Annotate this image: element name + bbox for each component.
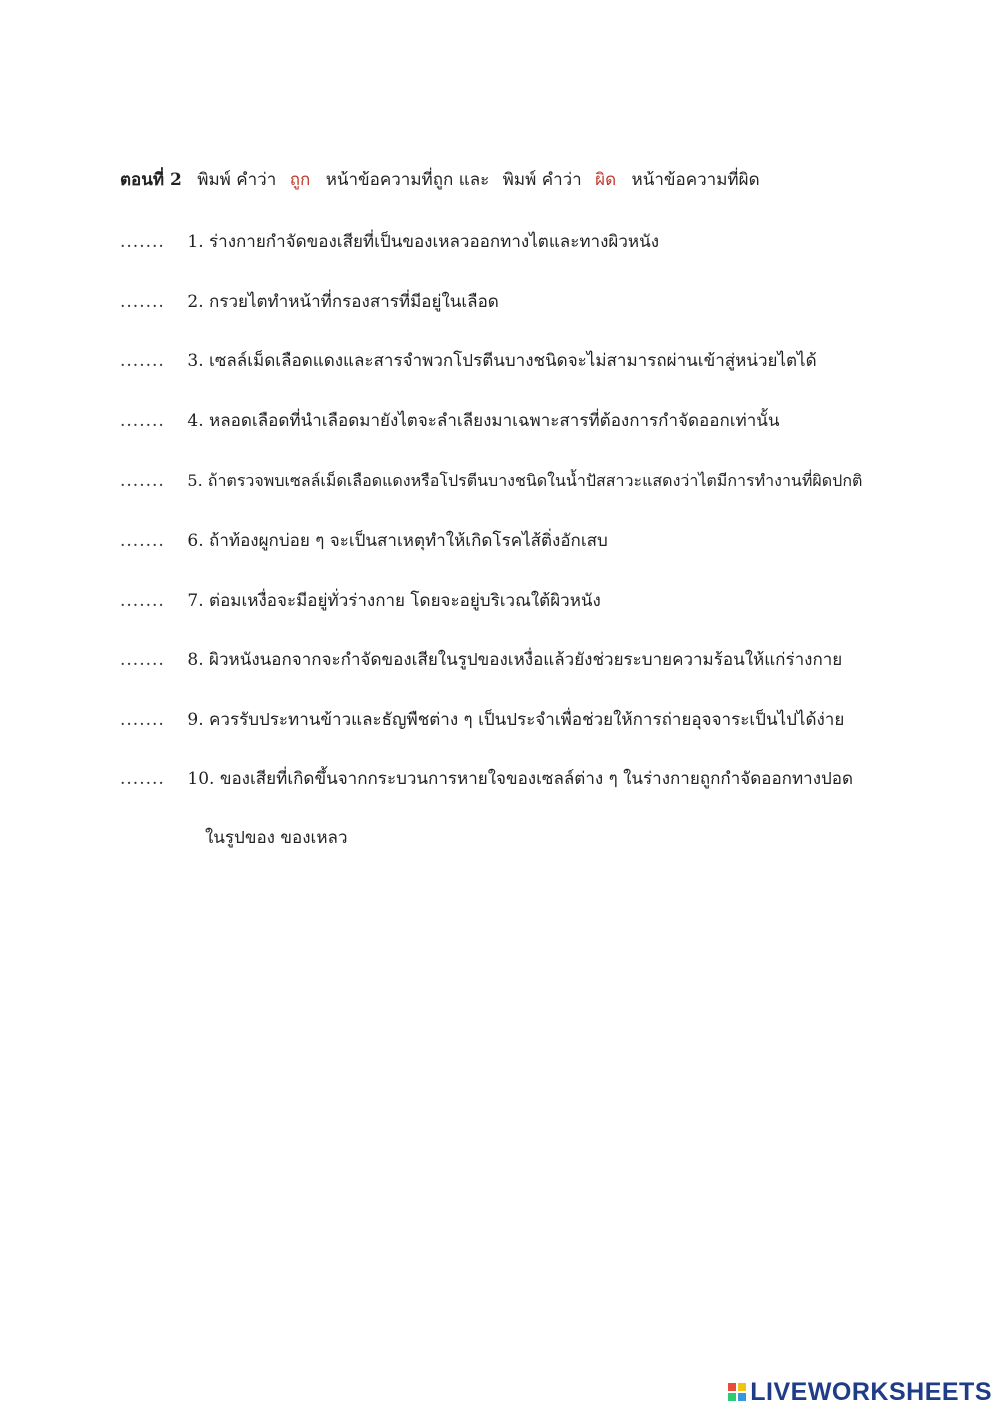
instruction-text-4: หน้าข้อความที่ผิด	[631, 170, 760, 190]
instruction-text-2: หน้าข้อความที่ถูก และ	[325, 170, 490, 190]
question-text-5: 5. ถ้าตรวจพบเซลล์เม็ดเลือดแดงหรือโปรตีนบางชนิดในน้ำปัสสาวะแสดงว่าไตมีการทำงานที่ผิดปกติ	[187, 471, 863, 490]
answer-blank-7[interactable]: .......	[120, 591, 165, 611]
instruction-text-1: พิมพ์ คำว่า	[197, 170, 277, 190]
logo-wordmark: LIVEWORKSHEETS	[750, 1377, 992, 1406]
answer-blank-1[interactable]: .......	[120, 232, 165, 252]
logo-square-yellow	[738, 1383, 746, 1391]
logo-square-blue	[738, 1393, 746, 1401]
question-10-continuation: ในรูปของ ของเหลว	[205, 828, 348, 848]
answer-blank-6[interactable]: .......	[120, 531, 165, 551]
question-text-7: 7. ต่อมเหงื่อจะมีอยู่ทั่วร่างกาย โดยจะอยู่บริเวณใต้ผิวหนัง	[187, 591, 601, 611]
answer-blank-3[interactable]: .......	[120, 351, 165, 371]
answer-blank-8[interactable]: .......	[120, 650, 165, 670]
answer-blank-5[interactable]: .......	[120, 471, 165, 491]
question-5	[120, 469, 862, 493]
question-3	[120, 349, 817, 373]
logo-square-red	[728, 1383, 736, 1391]
answer-blank-4[interactable]: .......	[120, 411, 165, 431]
question-text-8: 8. ผิวหนังนอกจากจะกำจัดของเสียในรูปของเหงื่อแล้วยังช่วยระบายความร้อนให้แก่ร่างกาย	[187, 650, 843, 670]
question-text-2: 2. กรวยไตทำหน้าที่กรองสารที่มีอยู่ในเลือด	[187, 292, 499, 312]
question-text-6: 6. ถ้าท้องผูกบ่อย ๆ จะเป็นสาเหตุทำให้เกิดโรคไส้ติ่งอักเสบ	[187, 531, 608, 551]
liveworksheets-logo	[728, 1377, 992, 1407]
question-1	[120, 230, 659, 254]
question-text-1: 1. ร่างกายกำจัดของเสียที่เป็นของเหลวออกทางไตและทางผิวหนัง	[187, 232, 660, 252]
question-text-4: 4. หลอดเลือดที่นำเลือดมายังไตจะลำเลียงมาเฉพาะสารที่ต้องการกำจัดออกเท่านั้น	[187, 411, 780, 431]
question-7	[120, 589, 601, 613]
question-2	[120, 290, 499, 314]
question-text-9: 9. ควรรับประทานข้าวและธัญพืชต่าง ๆ เป็นประจำเพื่อช่วยให้การถ่ายอุจจาระเป็นไปได้ง่าย	[187, 710, 845, 730]
question-8	[120, 648, 842, 672]
question-9	[120, 708, 844, 732]
answer-blank-2[interactable]: .......	[120, 292, 165, 312]
instruction-text-3: พิมพ์ คำว่า	[502, 170, 582, 190]
question-6	[120, 529, 608, 553]
question-text-3: 3. เซลล์เม็ดเลือดแดงและสารจำพวกโปรตีนบางชนิดจะไม่สามารถผ่านเข้าสู่หน่วยไตได้	[187, 351, 817, 371]
instructions-header	[120, 168, 768, 192]
false-word: ผิด	[595, 170, 617, 190]
logo-mark-icon	[728, 1383, 746, 1401]
answer-blank-10[interactable]: .......	[120, 769, 165, 789]
question-10	[120, 767, 853, 791]
answer-blank-9[interactable]: .......	[120, 710, 165, 730]
true-word: ถูก	[289, 170, 311, 190]
part-label: ตอนที่ 2	[120, 170, 182, 190]
logo-square-green	[728, 1393, 736, 1401]
question-4	[120, 409, 780, 433]
question-text-10: 10. ของเสียที่เกิดขึ้นจากกระบวนการหายใจของเซลล์ต่าง ๆ ในร่างกายถูกกำจัดออกทางปอด	[187, 769, 854, 789]
